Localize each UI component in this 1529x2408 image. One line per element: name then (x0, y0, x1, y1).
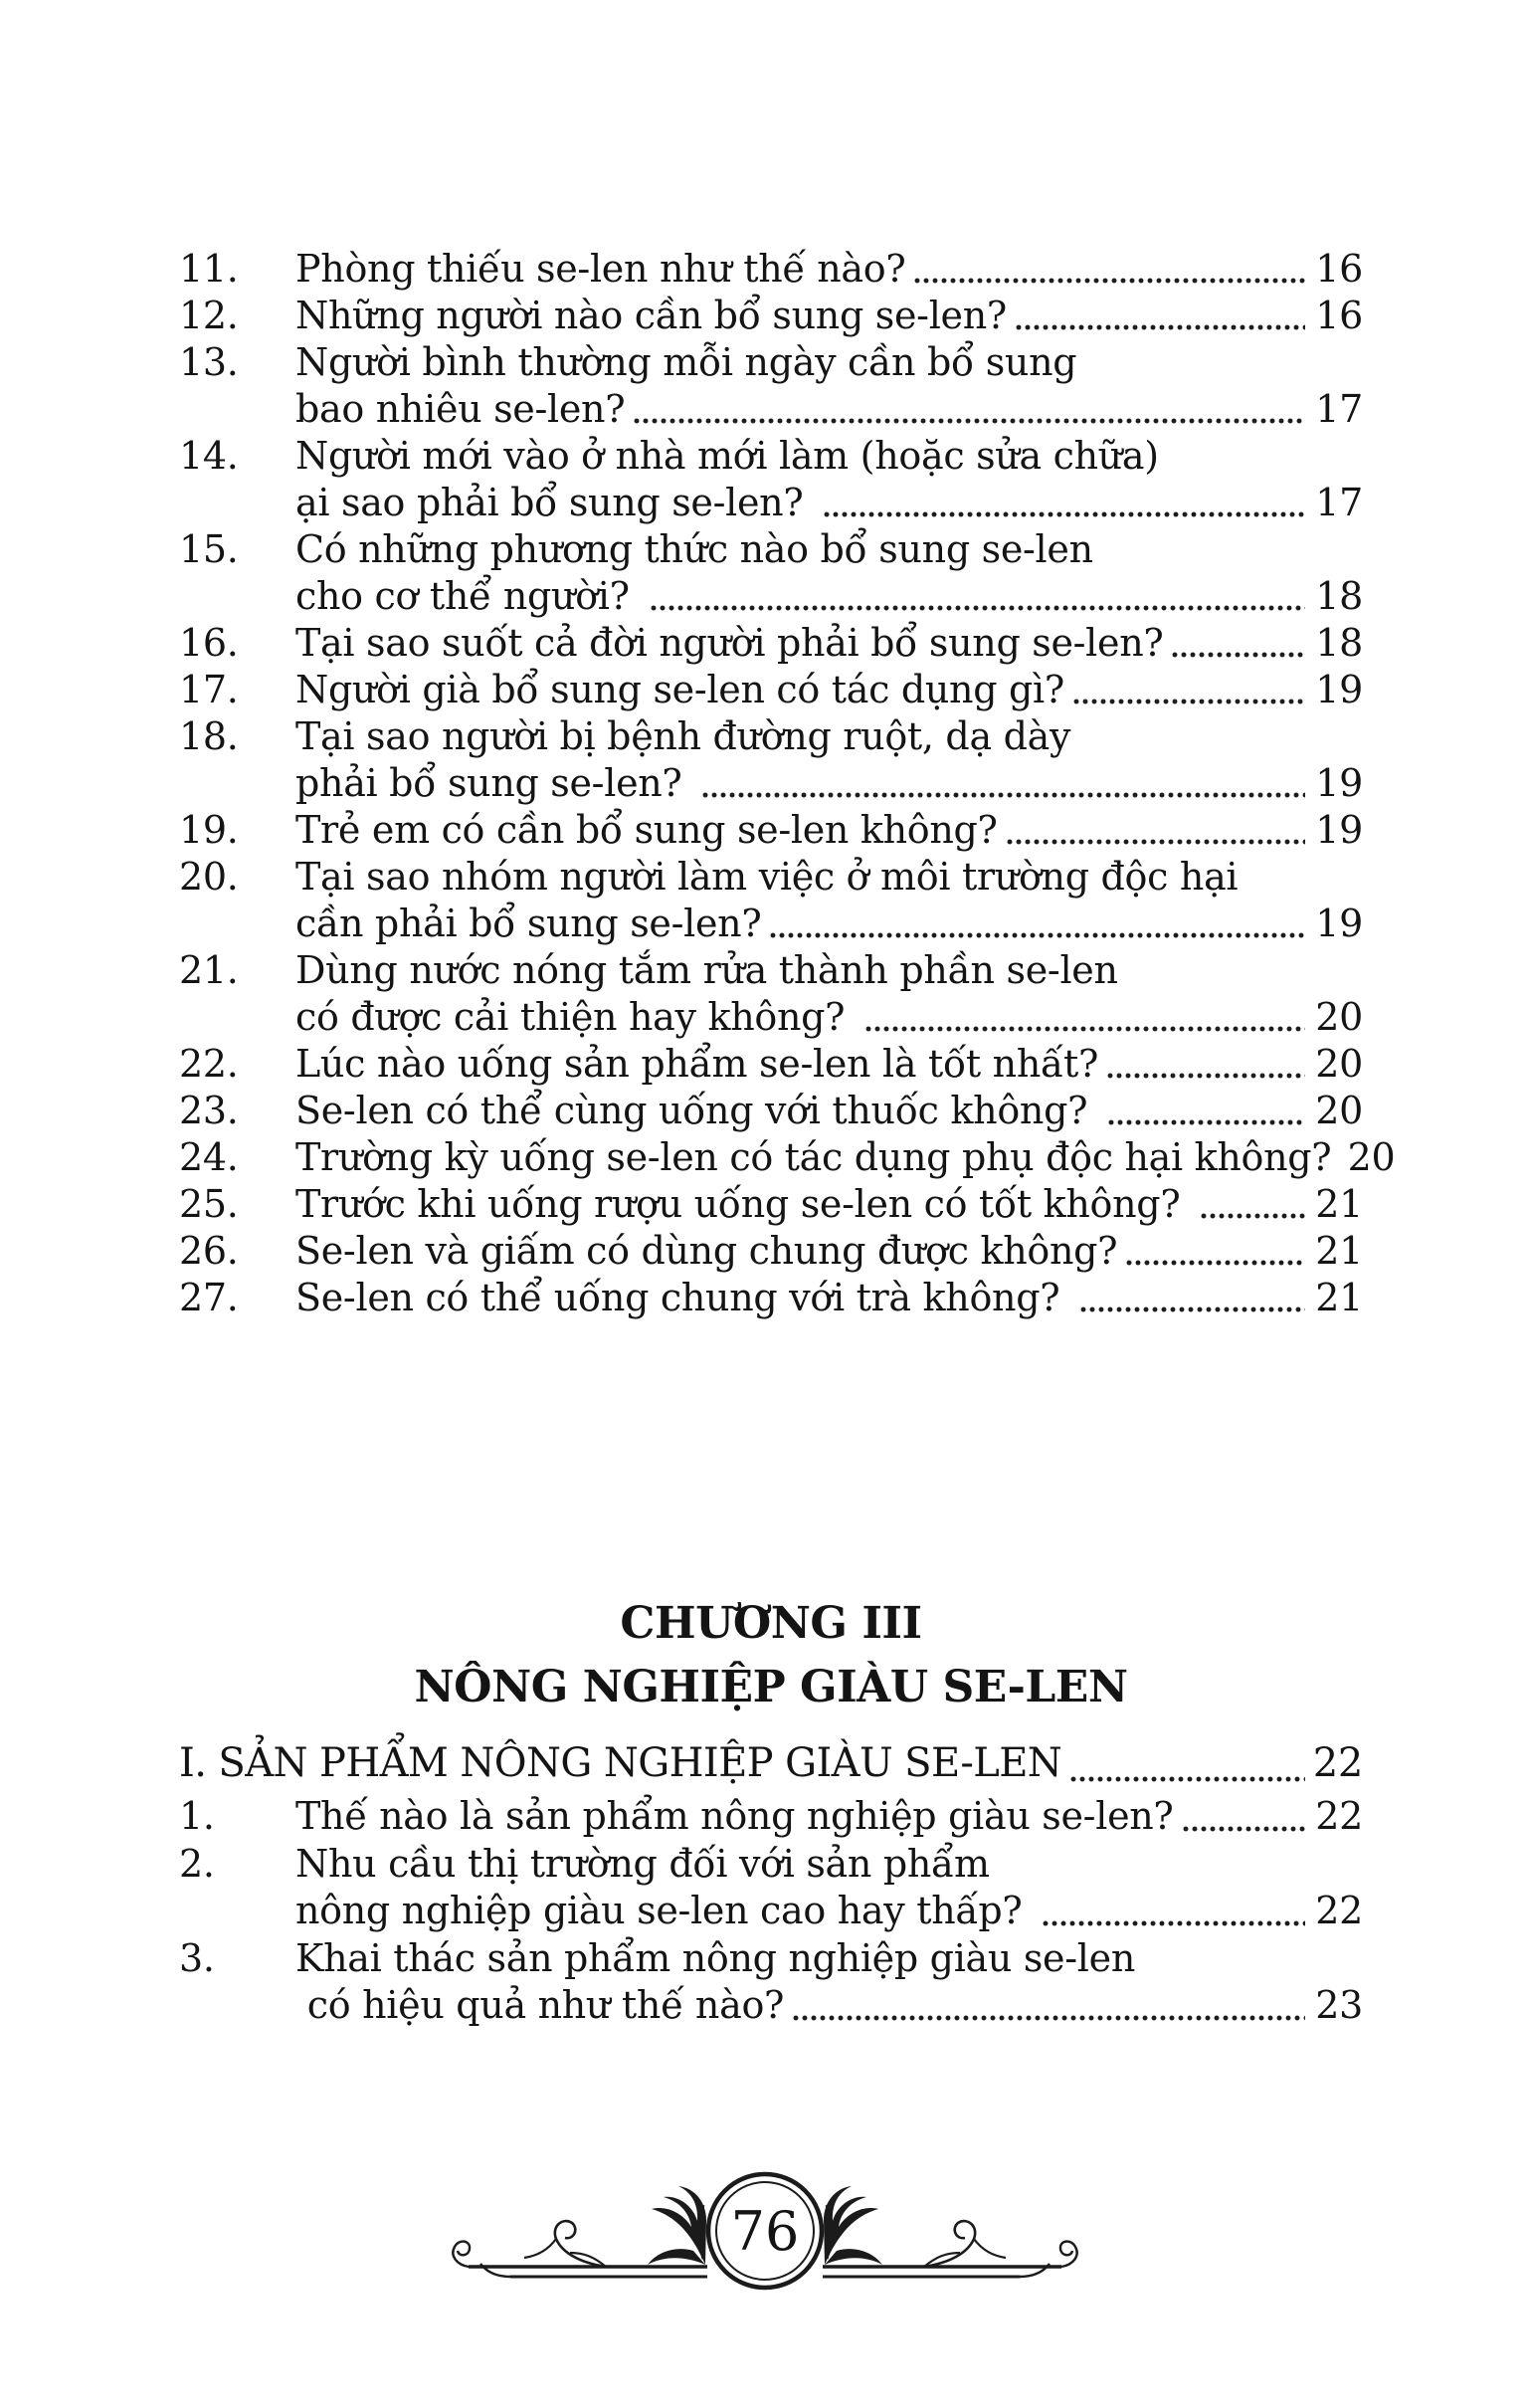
toc-entry-text: Nhu cầu thị trường đối với sản phẩm (295, 1841, 990, 1886)
toc-entry-text: cho cơ thể người? (295, 574, 642, 618)
toc-entry (179, 339, 1363, 433)
toc-entry-text: Se-len có thể cùng uống với thuốc không? (295, 1089, 1099, 1132)
page-content (179, 246, 1396, 2030)
leader-dots (1098, 1041, 1313, 1088)
toc-entry-line (295, 1888, 1363, 1935)
section-page-number: 22 (1312, 1740, 1363, 1786)
leader-dots (998, 807, 1313, 854)
toc-entry-number: 15. (179, 527, 239, 571)
toc-page-number: 20 (1347, 1135, 1396, 1179)
section-list (179, 1793, 1363, 2030)
toc-entry-body (295, 1134, 1396, 1181)
toc-entry-number: 21. (179, 948, 239, 992)
toc-entry-text: Trường kỳ uống se-len có tác dụng phụ độc hại không? (295, 1135, 1332, 1179)
toc-entry-body (295, 526, 1363, 620)
toc-entry-text: nông nghiệp giàu se-len cao hay thấp? (295, 1889, 1035, 1932)
toc-entry-text: Những người nào cần bổ sung se-len? (295, 294, 1007, 337)
toc-entry-number: 13. (179, 340, 239, 384)
toc-entry-text: Người bình thường mỗi ngày cần bổ sung (295, 340, 1077, 384)
toc-entry-body (295, 1181, 1363, 1228)
leader-dots (693, 760, 1313, 807)
toc-page-number: 17 (1315, 481, 1363, 524)
toc-entry-text: Dùng nước nóng tắm rửa thành phần se-len (295, 948, 1118, 992)
toc-entry (179, 433, 1363, 526)
toc-page-number: 19 (1315, 761, 1363, 805)
toc-entry-line (295, 573, 1363, 620)
toc-entry-line (295, 1982, 1363, 2030)
toc-page-number: 18 (1315, 574, 1363, 618)
toc-entry (179, 854, 1363, 947)
toc-entry (179, 526, 1363, 620)
toc-page-number: 16 (1315, 294, 1363, 337)
toc-entry-body (295, 433, 1363, 526)
leader-dots (642, 573, 1313, 620)
toc-entry-line (295, 947, 1363, 994)
toc-entry-text: Thế nào là sản phẩm nông nghiệp giàu se-len? (295, 1794, 1174, 1838)
toc-entry (179, 1041, 1363, 1088)
toc-entry-text: Tại sao nhóm người làm việc ở môi trường độc hại (295, 855, 1239, 899)
toc-entry-text: có được cải thiện hay không? (295, 995, 857, 1039)
toc-page-number: 22 (1315, 1889, 1363, 1932)
toc-entry-line (295, 1088, 1363, 1134)
leader-dots (1117, 1228, 1313, 1275)
toc-list (179, 246, 1396, 1321)
leader-dots (857, 994, 1313, 1041)
toc-entry-line (295, 339, 1363, 386)
toc-page-number: 20 (1315, 1042, 1363, 1086)
toc-entry (179, 1275, 1363, 1321)
toc-entry-number: 12. (179, 294, 239, 337)
toc-entry-line (295, 807, 1363, 854)
toc-entry-number: 1. (179, 1794, 215, 1838)
toc-page-number: 23 (1315, 1983, 1363, 2027)
toc-entry (179, 293, 1363, 339)
toc-entry-number: 14. (179, 434, 239, 478)
toc-entry-body (295, 1793, 1363, 1841)
toc-entry-body (295, 339, 1363, 433)
toc-entry-number: 3. (179, 1935, 215, 1980)
footer-page-number: 76 (730, 2200, 799, 2263)
leader-dots (1061, 1735, 1312, 1791)
toc-entry-line (295, 293, 1363, 339)
leader-dots (784, 1982, 1313, 2030)
toc-entry-body (295, 1041, 1363, 1088)
toc-page-number: 20 (1315, 1089, 1363, 1132)
leader-dots (1163, 620, 1313, 667)
toc-page-number: 21 (1315, 1276, 1363, 1319)
toc-page-number: 18 (1315, 621, 1363, 665)
toc-entry-number: 17. (179, 668, 239, 711)
toc-entry-text: Tại sao suốt cả đời người phải bổ sung se-len? (295, 621, 1164, 665)
toc-entry-line (295, 526, 1363, 573)
leader-dots (1099, 1088, 1313, 1134)
toc-entry-line (295, 901, 1363, 947)
toc-entry (179, 620, 1363, 667)
toc-entry (179, 1841, 1363, 1935)
toc-entry-line (295, 386, 1363, 433)
toc-page-number: 16 (1315, 247, 1363, 291)
toc-entry-text: có hiệu quả như thế nào? (295, 1983, 785, 2027)
leader-dots (1064, 667, 1313, 713)
toc-entry-text: Trước khi uống rượu uống se-len có tốt không? (295, 1182, 1193, 1226)
leader-dots (1007, 293, 1313, 339)
toc-entry-text: ại sao phải bổ sung se-len? (295, 481, 816, 524)
toc-entry-text: phải bổ sung se-len? (295, 761, 694, 805)
toc-entry-text: Lúc nào uống sản phẩm se-len là tốt nhất? (295, 1042, 1099, 1086)
toc-entry-line (295, 713, 1363, 760)
toc-page-number: 21 (1315, 1182, 1363, 1226)
toc-entry-text: Trẻ em có cần bổ sung se-len không? (295, 808, 998, 852)
toc-entry-text: Người già bổ sung se-len có tác dụng gì? (295, 668, 1064, 711)
toc-entry-body (295, 1228, 1363, 1275)
leader-dots (905, 246, 1313, 293)
chapter-title: CHƯƠNG III (620, 1598, 922, 1649)
toc-entry-line (295, 1134, 1396, 1181)
toc-entry-number: 18. (179, 714, 239, 758)
toc-entry (179, 807, 1363, 854)
toc-entry-line (295, 854, 1363, 901)
toc-page-number: 20 (1315, 995, 1363, 1039)
toc-entry-text: cần phải bổ sung se-len? (295, 902, 762, 945)
toc-entry-text: Phòng thiếu se-len như thế nào? (295, 247, 906, 291)
chapter-subtitle: NÔNG NGHIỆP GIÀU SE-LEN (414, 1662, 1128, 1712)
toc-entry-body (295, 246, 1363, 293)
toc-entry (179, 1935, 1363, 2030)
toc-entry-body (295, 293, 1363, 339)
toc-page-number: 19 (1315, 902, 1363, 945)
toc-entry-body (295, 620, 1363, 667)
toc-entry (179, 667, 1363, 713)
section-heading-label: I. SẢN PHẨM NÔNG NGHIỆP GIÀU SE-LEN (179, 1740, 1062, 1786)
toc-entry-number: 20. (179, 855, 239, 899)
leader-dots (1071, 1275, 1313, 1321)
toc-page-number: 17 (1315, 387, 1363, 431)
toc-entry (179, 947, 1363, 1041)
chapter-heading (179, 1592, 1363, 1719)
toc-entry-line (295, 1793, 1363, 1841)
toc-entry-body (295, 1275, 1363, 1321)
toc-entry-text: Se-len và giấm có dùng chung được không? (295, 1229, 1118, 1273)
toc-entry-body (295, 1841, 1363, 1935)
toc-entry (179, 713, 1363, 807)
toc-page-number: 19 (1315, 668, 1363, 711)
toc-entry-line (295, 760, 1363, 807)
leader-dots (1192, 1181, 1313, 1228)
toc-entry-body (295, 713, 1363, 807)
leader-dots (1174, 1793, 1313, 1841)
toc-entry-line (295, 1935, 1363, 1983)
toc-page-number: 21 (1315, 1229, 1363, 1273)
toc-entry-number: 27. (179, 1276, 239, 1319)
toc-entry-text: Tại sao người bị bệnh đường ruột, dạ dày (295, 714, 1071, 758)
leader-dots (625, 386, 1313, 433)
toc-entry-number: 19. (179, 808, 239, 852)
toc-entry-number: 23. (179, 1089, 239, 1132)
toc-entry-line (295, 433, 1363, 480)
toc-entry-line (295, 1228, 1363, 1275)
section-heading (179, 1735, 1363, 1791)
toc-entry-line (295, 1275, 1363, 1321)
toc-entry-line (295, 1841, 1363, 1889)
toc-entry-line (295, 480, 1363, 526)
toc-entry (179, 1181, 1363, 1228)
page-footer (447, 2161, 1083, 2320)
toc-entry-text: bao nhiêu se-len? (295, 387, 626, 431)
toc-entry-body (295, 1935, 1363, 2030)
toc-entry-line (295, 667, 1363, 713)
toc-entry-line (295, 994, 1363, 1041)
toc-entry-line (295, 1181, 1363, 1228)
toc-entry-body (295, 807, 1363, 854)
leader-dots (761, 901, 1313, 947)
toc-entry-text: Se-len có thể uống chung với trà không? (295, 1276, 1072, 1319)
toc-entry-body (295, 947, 1363, 1041)
toc-entry-number: 22. (179, 1042, 239, 1086)
toc-entry-line (295, 620, 1363, 667)
toc-entry (179, 1134, 1396, 1181)
toc-entry-body (295, 667, 1363, 713)
toc-entry-number: 2. (179, 1841, 215, 1886)
toc-entry-number: 16. (179, 621, 239, 665)
leader-dots (1331, 1134, 1345, 1181)
toc-entry-text: Khai thác sản phẩm nông nghiệp giàu se-len (295, 1935, 1135, 1980)
toc-entry-text: Người mới vào ở nhà mới làm (hoặc sửa chữa) (295, 434, 1159, 478)
toc-entry-text: Có những phương thức nào bổ sung se-len (295, 527, 1093, 571)
toc-entry (179, 1088, 1363, 1134)
toc-entry (179, 1228, 1363, 1275)
footer-ornament (447, 2161, 1083, 2320)
toc-page-number: 22 (1315, 1794, 1363, 1838)
toc-page-number: 19 (1315, 808, 1363, 852)
toc-entry-line (295, 1041, 1363, 1088)
toc-entry-body (295, 1088, 1363, 1134)
toc-entry-number: 11. (179, 247, 239, 291)
toc-entry (179, 246, 1363, 293)
toc-entry-number: 25. (179, 1182, 239, 1226)
toc-entry (179, 1793, 1363, 1841)
leader-dots (1034, 1888, 1313, 1935)
toc-entry-line (295, 246, 1363, 293)
toc-entry-body (295, 854, 1363, 947)
toc-entry-number: 24. (179, 1135, 239, 1179)
leader-dots (815, 480, 1313, 526)
toc-entry-number: 26. (179, 1229, 239, 1273)
